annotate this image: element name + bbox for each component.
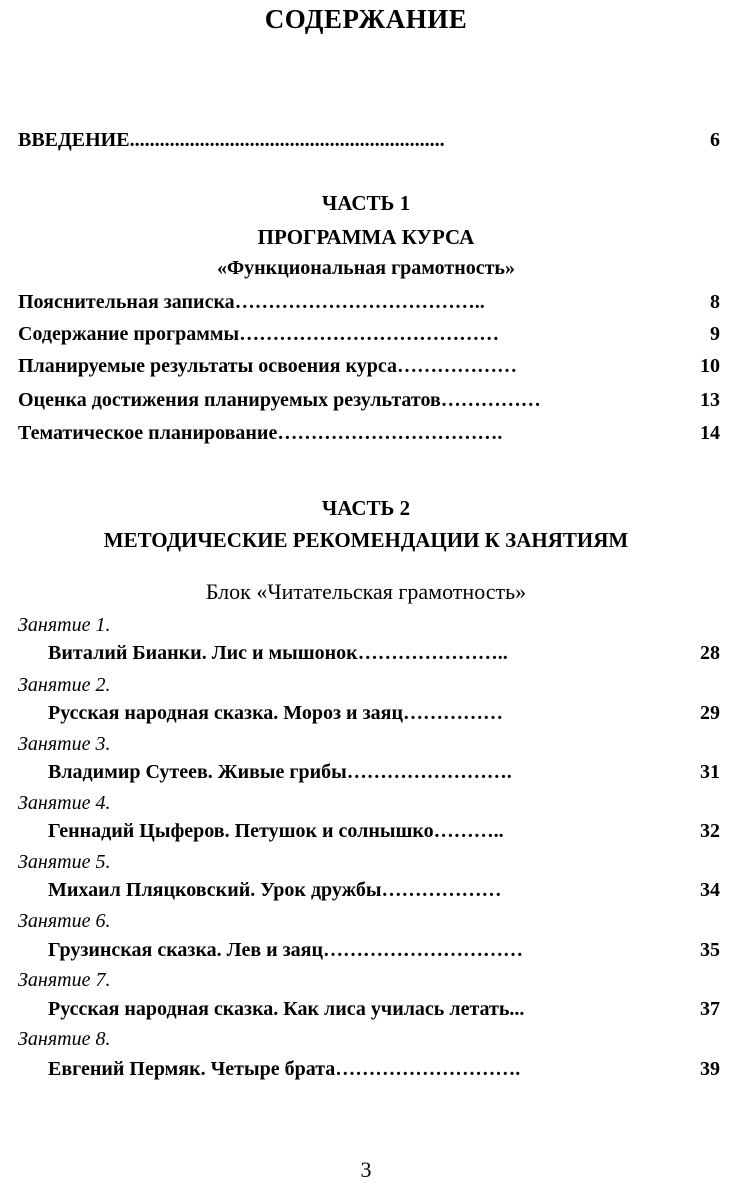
- toc-row[interactable]: [0, 323, 732, 351]
- toc-entry-text: [48, 1058, 668, 1081]
- toc-leader: …………………………: [323, 939, 524, 961]
- lesson-label: Занятие 5.: [18, 851, 111, 873]
- lesson-label: Занятие 8.: [18, 1028, 111, 1050]
- toc-page-number: 37: [700, 998, 720, 1020]
- toc-entry-text: [18, 129, 658, 152]
- toc-label: ВВЕДЕНИЕ: [18, 129, 130, 151]
- toc-row-intro[interactable]: [0, 129, 732, 157]
- toc-row[interactable]: [0, 939, 732, 967]
- toc-leader: ……………: [402, 702, 503, 724]
- toc-leader: …………………………….: [277, 422, 503, 444]
- page-title: СОДЕРЖАНИЕ: [264, 4, 468, 34]
- toc-leader: ...............................................................: [129, 129, 445, 151]
- toc-leader: ……………: [440, 389, 541, 411]
- toc-label: Грузинская сказка. Лев и заяц: [48, 939, 324, 961]
- toc-entry-text: [48, 642, 668, 665]
- part1-heading: ЧАСТЬ 1: [321, 191, 411, 215]
- toc-entry-text: [48, 761, 668, 784]
- toc-row[interactable]: [0, 820, 732, 848]
- toc-label: Геннадий Цыферов. Петушок и солнышко: [48, 820, 434, 842]
- toc-page-number: 28: [700, 642, 720, 664]
- toc-label: Евгений Пермяк. Четыре брата: [48, 1058, 336, 1080]
- toc-page-number: 39: [700, 1058, 720, 1080]
- toc-page-number: 14: [700, 422, 720, 444]
- toc-label: Содержание программы: [18, 323, 240, 345]
- toc-page-number: 29: [700, 702, 720, 724]
- lesson-label: Занятие 3.: [18, 733, 111, 755]
- toc-row[interactable]: [0, 389, 732, 417]
- toc-row[interactable]: [0, 1058, 732, 1086]
- toc-entry-text: [18, 422, 668, 445]
- toc-label: Русская народная сказка. Мороз и заяц: [48, 702, 403, 724]
- toc-page-number: 10: [700, 355, 720, 377]
- toc-leader: ………………………………..: [234, 291, 485, 313]
- part1-subheading: ПРОГРАММА КУРСА: [257, 225, 475, 249]
- toc-leader: …………………..: [357, 642, 508, 664]
- toc-entry-text: [18, 389, 668, 412]
- toc-page-number: 32: [700, 820, 720, 842]
- part2-heading: ЧАСТЬ 2: [321, 496, 411, 520]
- toc-page-number: 13: [700, 389, 720, 411]
- lesson-label: Занятие 1.: [18, 614, 111, 636]
- toc-row[interactable]: [0, 879, 732, 907]
- toc-label: Оценка достижения планируемых результатов: [18, 389, 441, 411]
- lesson-label: Занятие 4.: [18, 792, 111, 814]
- toc-label: Планируемые результаты освоения курса: [18, 355, 397, 377]
- toc-row[interactable]: [0, 702, 732, 730]
- toc-entry-text: [48, 702, 668, 725]
- toc-row[interactable]: [0, 761, 732, 789]
- toc-label: Владимир Сутеев. Живые грибы: [48, 761, 347, 783]
- toc-entry-text: [48, 820, 668, 843]
- lesson-label: Занятие 6.: [18, 910, 111, 932]
- part1-subtitle: «Функциональная грамотность»: [216, 257, 516, 279]
- toc-label: Тематическое планирование: [18, 422, 278, 444]
- toc-row[interactable]: [0, 642, 732, 670]
- toc-page-number: 9: [710, 323, 720, 345]
- toc-page-number: 6: [710, 129, 720, 151]
- toc-entry-text: [48, 998, 668, 1021]
- toc-row[interactable]: [0, 422, 732, 450]
- toc-leader: ……………………….: [335, 1058, 521, 1080]
- toc-leader: …………………………………: [239, 323, 500, 345]
- toc-entry-text: [48, 939, 668, 962]
- toc-entry-text: [18, 355, 668, 378]
- toc-label: Михаил Пляцковский. Урок дружбы: [48, 879, 382, 901]
- toc-entry-text: [18, 323, 668, 346]
- toc-page-number: 31: [700, 761, 720, 783]
- toc-leader: ………..: [433, 820, 504, 842]
- toc-leader: ………………: [381, 879, 502, 901]
- toc-leader: …………………….: [346, 761, 512, 783]
- toc-label: Виталий Бианки. Лис и мышонок: [48, 642, 358, 664]
- part2-subheading: МЕТОДИЧЕСКИЕ РЕКОМЕНДАЦИИ К ЗАНЯТИЯМ: [103, 528, 629, 552]
- page-number: 3: [360, 1157, 372, 1182]
- toc-entry-text: [48, 879, 668, 902]
- toc-row[interactable]: [0, 355, 732, 383]
- toc-label: Русская народная сказка. Как лиса училась летать...: [48, 998, 525, 1020]
- toc-row[interactable]: [0, 291, 732, 319]
- toc-entry-text: [18, 291, 668, 314]
- toc-page-number: 35: [700, 939, 720, 961]
- toc-page-number: 34: [700, 879, 720, 901]
- lesson-label: Занятие 7.: [18, 969, 111, 991]
- toc-leader: ………………: [396, 355, 517, 377]
- lesson-label: Занятие 2.: [18, 674, 111, 696]
- toc-label: Пояснительная записка: [18, 291, 235, 313]
- block-title: Блок «Читательская грамотность»: [205, 579, 527, 604]
- toc-row[interactable]: [0, 998, 732, 1026]
- toc-page-number: 8: [710, 291, 720, 313]
